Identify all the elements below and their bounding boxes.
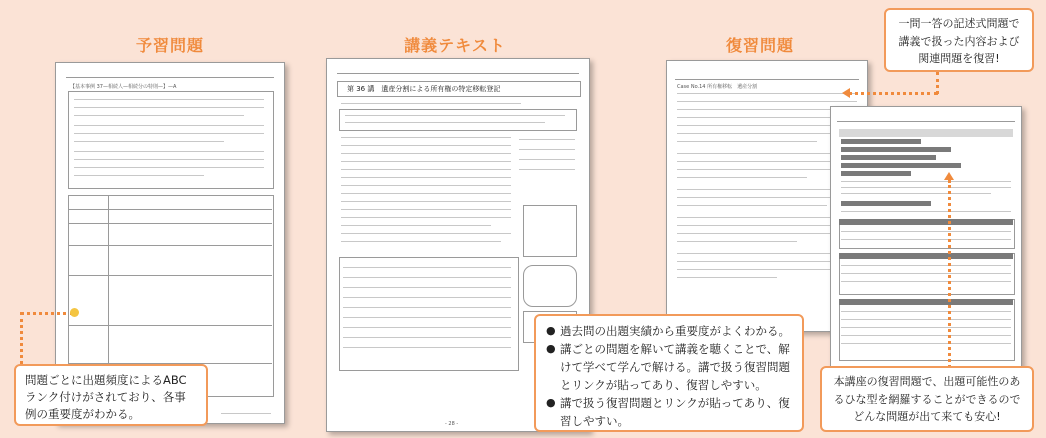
lecture-point-1: ● 過去問の出題実績から重要度がよくわかる。	[546, 324, 790, 338]
preview-callout	[14, 364, 208, 426]
preview-callout-text: 問題ごとに出題頻度によるABCランク付けがされており、各事例の重要度がわかる。	[25, 373, 187, 421]
lecture-title: 第 36 講 遺産分割による所有権の特定移転登記	[347, 85, 501, 93]
review-bottom-connector-vertical	[948, 180, 951, 368]
lecture-point-2: ● 講ごとの問題を解いて講義を聴くことで、解けて学べて学んで解ける。講で扱う復習問題とリンクが貼ってあり、復習しやすい。	[546, 342, 790, 392]
lecture-point-3: ● 講で扱う復習問題とリンクが貼ってあり、復習しやすい。	[546, 396, 790, 428]
bullet-icon: ●	[546, 396, 556, 409]
review-document-front	[830, 106, 1022, 378]
review-bottom-arrow	[944, 172, 954, 180]
preview-case-title: 【基本事例 37—相続人—相続分の特則—】—A	[70, 84, 177, 90]
review-case-title: Case No.14 所有権移転 遺産分割	[677, 84, 758, 90]
preview-connector-horizontal	[20, 312, 74, 315]
preview-connector-vertical	[20, 312, 23, 364]
preview-marker	[70, 308, 79, 317]
lecture-page-number: - 28 -	[445, 421, 459, 427]
review-heading: 復習問題	[725, 36, 794, 55]
lecture-points-callout	[534, 314, 804, 432]
review-top-connector-vertical	[936, 72, 939, 94]
review-top-arrow	[842, 88, 850, 98]
preview-heading: 予習問題	[135, 36, 204, 55]
bullet-icon: ●	[546, 342, 556, 355]
review-bottom-callout-text: 本講座の復習問題で、出題可能性のあるひな型を網羅することができるのでどんな問題が出て来ても安心!	[833, 375, 1021, 423]
lecture-heading: 講義テキスト	[404, 36, 506, 55]
review-top-callout	[884, 8, 1034, 72]
review-top-connector-horizontal	[848, 92, 938, 95]
bullet-icon: ●	[546, 324, 556, 337]
lecture-points-list	[546, 322, 792, 430]
review-bottom-callout	[820, 366, 1034, 432]
review-top-callout-text: 一問一答の記述式問題で講義で扱った内容および関連問題を復習!	[898, 17, 1020, 65]
